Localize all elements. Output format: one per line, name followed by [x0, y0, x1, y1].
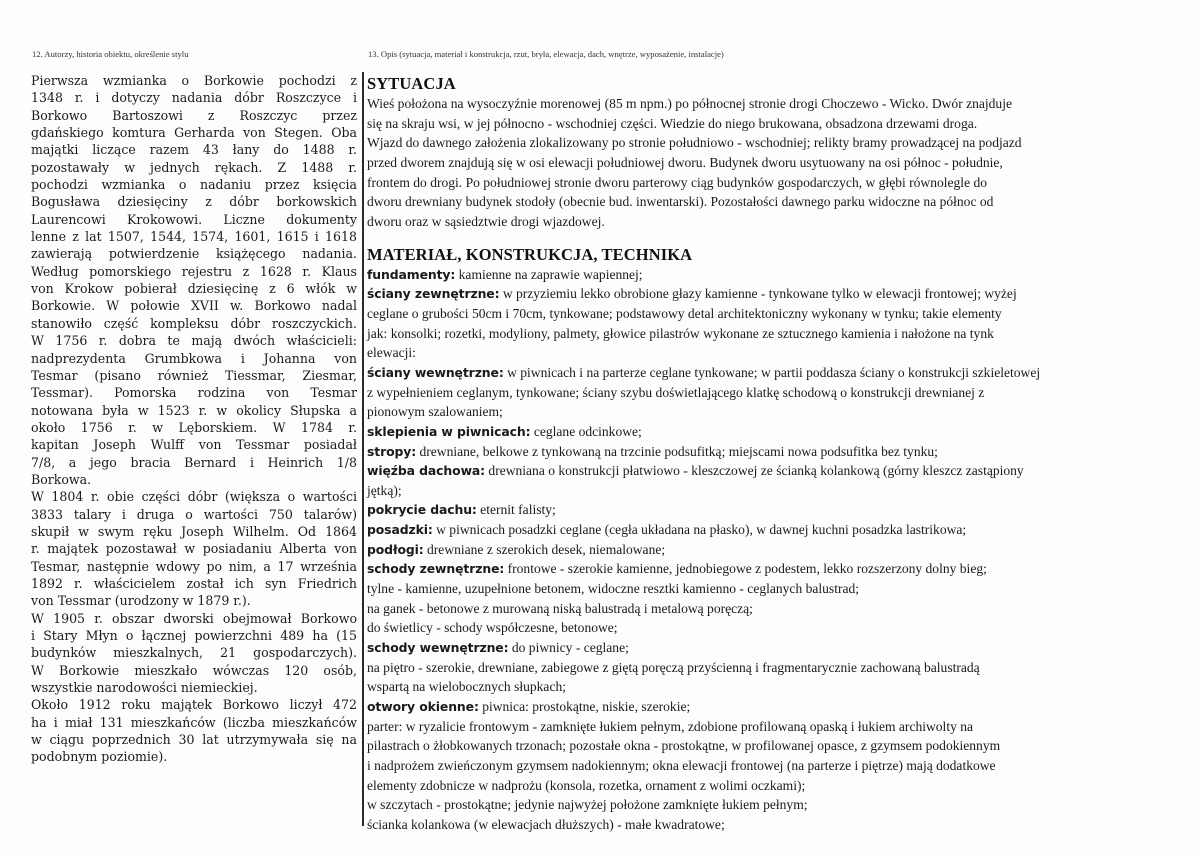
material-label: posadzki: [367, 522, 433, 538]
description-text [367, 74, 1174, 835]
situation-line: Wieś położona na wysoczyźnie morenowej (85 m npm.) po północnej stronie drogi Choczewo - Wicko. Dwór znajduje [367, 96, 1012, 111]
history-line: 1348 r. i dotyczy nadania dóbr Roszczyce i [31, 90, 357, 106]
material-line [367, 638, 1174, 658]
material-line [367, 422, 1174, 442]
material-text: pionowym szalowaniem; [367, 404, 503, 420]
material-line [367, 579, 1174, 599]
material-heading: MATERIAŁ, KONSTRUKCJA, TECHNIKA [367, 244, 693, 264]
history-line: 3833 talary i druga o wartości 750 talarów) [31, 506, 357, 522]
material-label: ściany zewnętrzne: [367, 286, 500, 302]
section-13-header: 13. Opis (sytuacja, materiał i konstrukcja, rzut, bryła, elewacja, dach, wnętrze, wyposażenie, instalacje) [368, 49, 724, 59]
material-text: ceglane odcinkowe; [530, 423, 642, 439]
material-line [367, 599, 1174, 619]
material-text: i nadprożem zwieńczonym gzymsem nadokiennym; okna elewacji frontowej (na parterze i piętrze) mają dodatkowe [367, 758, 996, 773]
material-text: z wypełnieniem ceglanym, tynkowane; ściany szybu doświetlającego klatkę schodową o konstrukcji drewnianej z [367, 384, 985, 400]
material-line [367, 442, 1174, 462]
material-line [367, 736, 1174, 756]
history-line: Borkowo Bartoszowi z Roszczyc przez [31, 107, 357, 123]
history-line: kapitan Joseph Wulff von Tessmar posiadał [31, 437, 357, 453]
material-line [367, 461, 1174, 481]
situation-paragraph [367, 94, 1174, 232]
material-label: podłogi: [367, 541, 424, 557]
material-line [367, 540, 1174, 560]
material-text: ceglane o grubości 50cm i 70cm, tynkowane; podstawowy detal architektoniczny wykonany w tynku; takie elementy [367, 305, 1002, 321]
material-text: elementy zdobnicze w nadprożu (konsola, rozetka, ornament z wolimi oczkami); [367, 777, 806, 793]
material-label: fundamenty: [367, 266, 456, 282]
history-line: Według pomorskiego rejestru z 1628 r. Klaus [31, 263, 357, 279]
material-line [367, 383, 1174, 403]
material-label: więźba dachowa: [367, 463, 486, 479]
history-line: notowana była w 1523 r. w okolicy Słupska a [31, 402, 357, 418]
material-text: tylne - kamienne, uzupełnione betonem, widoczne resztki kamienno - ceglanych balustrad; [367, 581, 860, 597]
material-text: kamienne na zaprawie wapiennej; [455, 266, 643, 282]
material-line [367, 304, 1174, 324]
situation-line: się na skraju wsi, w jej północno - wschodniej części. Wiedzie do niego brukowana, obsadzona drzewami droga. [367, 115, 978, 131]
material-line [367, 815, 1174, 835]
history-line: gdańskiego komtura Gerharda von Stegen. Oba [31, 125, 357, 141]
material-line [367, 697, 1174, 717]
history-line: 7/8, a jego bracia Bernard i Heinrich 1/8 [31, 454, 357, 470]
material-text: w piwnicach posadzki ceglane (cegła układana na płasko), w dawnej kuchni posadzka lastrikowa; [432, 522, 967, 538]
material-text: parter: w ryzalicie frontowym - zamknięte łukiem pełnym, zdobione profilowaną opaską i łukiem archiwolty na [367, 718, 974, 734]
material-line [367, 618, 1174, 638]
situation-line: frontem do drogi. Po południowej stronie dworu parterowy ciąg budynków gospodarczych, w głębi równolegle do [367, 174, 988, 190]
material-text: frontowe - szerokie kamienne, jednobiegowe z podestem, lekko rozszerzony dolny bieg; [504, 561, 987, 577]
history-line: Borkowa. [31, 471, 92, 487]
history-line: skupił w swym ręku Joseph Wilhelm. Od 1864 [31, 523, 357, 539]
history-line: wszystkie narodowości niemieckiej. [31, 680, 258, 696]
material-text: na piętro - szerokie, drewniane, zabiegowe z giętą poręczą przyścienną i fragmentarycznie zachowaną balustradą [367, 659, 980, 675]
history-line: 1892 r. właścicielem został ich syn Friedrich [31, 575, 357, 591]
material-text: elewacji: [367, 345, 416, 361]
material-line [367, 658, 1174, 678]
material-label: sklepienia w piwnicach: [367, 423, 531, 439]
history-line: w ciągu poprzednich 30 lat utrzymywała się na [31, 732, 357, 748]
material-text: piwnica: prostokątne, niskie, szerokie; [478, 699, 691, 715]
material-label: stropy: [367, 443, 417, 459]
situation-line: przed dworem znajdują się w osi elewacji południowej dworu. Budynek dworu usytuowany na osi północ - południe, [367, 154, 1003, 170]
material-line [367, 324, 1174, 344]
history-line: lenne z lat 1507, 1544, 1574, 1601, 1615 i 1618 [31, 229, 357, 245]
material-line [367, 520, 1174, 540]
material-line [367, 756, 1174, 776]
history-line: W 1756 r. dobra te mają dwóch właścicieli: [31, 333, 357, 349]
history-line: W 1804 r. obie części dóbr (większa o wartości [31, 489, 357, 505]
material-text: w przyziemiu lekko obrobione głazy kamienne - tynkowane tylko w elewacji frontowej; wyżej [499, 286, 1017, 302]
material-text: ścianka kolankowa (w elewacjach dłuższych) - małe kwadratowe; [367, 816, 725, 832]
material-line [367, 402, 1174, 422]
history-line: Tessmar). Pomorska rodzina von Tesmar [31, 385, 357, 401]
material-list [367, 265, 1174, 835]
material-text: do piwnicy - ceglane; [508, 640, 629, 656]
material-text: pilastrach o żłobkowanych trzonach; pozostałe okna - prostokątne, w profilowanej opasce, z gzymsem podokiennym [367, 738, 1001, 754]
history-line: stanowiło część kompleksu dóbr roszczyckich. [31, 315, 357, 331]
material-line [367, 363, 1174, 383]
history-line: budynków mieszkalnych, 21 gospodarczych). [31, 645, 357, 661]
material-label: ściany wewnętrzne: [367, 364, 504, 380]
material-line [367, 717, 1174, 737]
situation-line: Wjazd do dawnego założenia zlokalizowany po stronie południowo - wschodniej; relikty bramy prowadzącej na podjazd [367, 135, 1022, 151]
history-line: i Stary Młyn o łącznej powierzchni 489 ha (15 [31, 628, 357, 643]
material-text: jak: konsolki; rozetki, modyliony, palmety, głowice pilastrów wykonane ze sztucznego kamienia i nałożone na tynk [367, 325, 994, 341]
material-line [367, 500, 1174, 520]
history-line: pozostawały w jednych rękach. Z 1488 r. [31, 159, 357, 175]
material-line [367, 677, 1174, 697]
material-line [367, 795, 1174, 815]
material-text: na ganek - betonowe z murowaną niską balustradą i metalową poręczą; [367, 600, 753, 616]
history-line: około 1756 r. w Lęborskiem. W 1784 r. [31, 419, 357, 435]
history-line: von Krokow pobierał dziesięcinę z 6 włók w [31, 281, 357, 297]
history-line: majątki liczące razem 43 łany do 1488 r. [31, 142, 357, 158]
history-line: nadprezydenta Grumbkowa i Johanna von [31, 350, 357, 366]
history-line: pochodzi wzmianka o nadaniu przez księcia [31, 177, 357, 193]
history-line: Tesmar (pisano również Tiessmar, Ziesmar, [31, 367, 357, 383]
material-label: schody zewnętrzne: [367, 561, 505, 577]
history-line: Bogusława dziesięciny z dóbr borkowskich [31, 194, 357, 210]
situation-line: dworu drewniany budynek stodoły (obecnie bud. inwentarski). Pozostałości dawnego parku widoczne na północ od [367, 194, 994, 210]
material-text: drewniane z szerokich desek, niemalowane; [423, 541, 666, 557]
history-line: r. majątek pozostawał w posiadaniu Alberta von [31, 541, 357, 557]
material-line [367, 481, 1174, 501]
history-line: W 1905 r. obszar dworski obejmował Borkowo [31, 610, 357, 626]
material-text: do świetlicy - schody współczesne, betonowe; [367, 620, 618, 636]
history-line: Pierwsza wzmianka o Borkowie pochodzi z [31, 73, 357, 88]
material-label: otwory okienne: [367, 699, 479, 715]
history-line: Laurencowi Krokowowi. Liczne dokumenty [31, 211, 357, 227]
material-line [367, 284, 1174, 304]
material-line [367, 776, 1174, 796]
material-line [367, 343, 1174, 363]
material-label: schody wewnętrzne: [367, 640, 509, 656]
history-line: Około 1912 roku majątek Borkowo liczył 472 [31, 697, 357, 713]
history-line: zawierają potwierdzenie książęcego nadania. [31, 246, 357, 262]
history-line: Borkowie. W połowie XVII w. Borkowo nadal [31, 298, 357, 314]
material-text: eternit falisty; [476, 502, 556, 518]
history-line: W Borkowie mieszkało wówczas 120 osób, [31, 662, 357, 678]
section-12-header: 12. Autorzy, historia obiektu, określenie stylu [32, 49, 189, 59]
situation-heading: SYTUACJA [367, 74, 456, 93]
material-label: pokrycie dachu: [367, 502, 477, 518]
material-text: drewniana o konstrukcji płatwiowo - kleszczowej ze ścianką kolankową (górny kleszcz zastąpiony [485, 463, 1024, 479]
material-line [367, 265, 1174, 285]
material-text: wspartą na wielobocznych słupkach; [367, 679, 566, 695]
material-line [367, 559, 1174, 579]
material-text: drewniane, belkowe z tynkowaną na trzcinie podsufitką; miejscami nowa podsufitka bez tynku; [416, 443, 938, 459]
history-line: podobnym poziomie). [31, 749, 168, 765]
material-text: w piwnicach i na parterze ceglane tynkowane; w partii poddasza ściany o konstrukcji szkieletowej [503, 364, 1041, 380]
material-text: jętką); [367, 482, 402, 498]
material-text: w szczytach - prostokątne; jedynie najwyżej położone zamknięte łukiem pełnym; [367, 797, 808, 813]
history-line: von Tessmar (urodzony w 1879 r.). [31, 593, 251, 609]
history-text [31, 72, 357, 766]
situation-line: dworu oraz w sąsiedztwie drogi wjazdowej. [367, 213, 605, 229]
column-divider [362, 72, 364, 826]
history-line: Tesmar, następnie wdowy po nim, a 17 września [31, 558, 357, 574]
history-line: ha i miał 131 mieszkańców (liczba mieszkańców [31, 714, 357, 730]
